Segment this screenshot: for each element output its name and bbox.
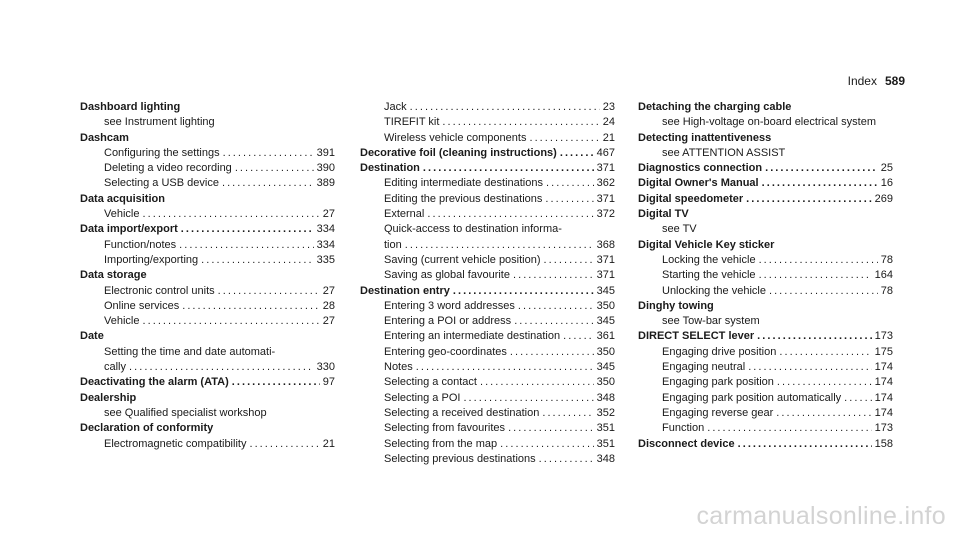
sub-entry-text: Notes (384, 361, 413, 374)
dot-leader (510, 345, 594, 360)
dot-leader (759, 268, 872, 283)
sub-entry-text: Selecting previous destinations (384, 452, 536, 465)
dot-leader (179, 238, 313, 253)
index-entry (80, 131, 335, 192)
sub-entry (360, 314, 615, 329)
index-entry (638, 329, 893, 436)
entry-term-text: Disconnect device (638, 437, 735, 450)
page-ref: 164 (874, 269, 893, 282)
sub-entry (360, 437, 615, 452)
sub-entry-text: Configuring the settings (104, 146, 220, 159)
page-ref: 371 (596, 269, 615, 282)
sub-entry-text: Function (662, 422, 705, 435)
dot-leader (442, 115, 599, 130)
sub-entry-text: Unlocking the vehicle (662, 284, 766, 297)
page-ref: 334 (316, 238, 335, 251)
sub-entry (638, 360, 893, 375)
page-ref: 351 (596, 422, 615, 435)
sub-entry (360, 131, 615, 146)
page-ref: 173 (874, 330, 893, 343)
index-entry (80, 100, 335, 131)
index-entry (638, 176, 893, 191)
sub-entry (360, 406, 615, 421)
entry-term (360, 284, 615, 299)
entry-term-text: Destination (360, 162, 420, 175)
sub-entry-text: Deleting a video recording (104, 162, 232, 175)
dot-leader (222, 176, 314, 191)
dot-leader (765, 161, 878, 176)
dot-leader (746, 192, 872, 207)
page-ref: 350 (596, 299, 615, 312)
entry-term (80, 222, 335, 237)
index-entry (638, 207, 893, 238)
sub-entry (80, 360, 335, 375)
dot-leader (181, 222, 314, 237)
sub-entry-text: Selecting from the map (384, 437, 498, 450)
entry-term-text: Digital Owner's Manual (638, 177, 759, 190)
dot-leader (416, 360, 594, 375)
page-ref: 345 (596, 315, 615, 328)
sub-entry-text: Entering a POI or address (384, 315, 512, 328)
sub-entry-text: Selecting a contact (384, 376, 477, 389)
page-ref: 28 (322, 299, 335, 312)
entry-term: Dashboard lighting (80, 101, 181, 113)
dot-leader (129, 360, 314, 375)
sub-entry (360, 253, 615, 268)
dot-leader (542, 406, 593, 421)
entry-term-text: Digital speedometer (638, 192, 744, 205)
sub-entry (360, 238, 615, 253)
sub-entry: see Tow-bar system (662, 315, 760, 328)
sub-entry (80, 284, 335, 299)
index-entry (638, 437, 893, 452)
dot-leader (453, 284, 594, 299)
page-ref: 174 (874, 361, 893, 374)
sub-entry (80, 161, 335, 176)
index-label: Index (847, 74, 877, 88)
sub-entry: see Qualified specialist workshop (104, 406, 267, 419)
dot-leader (410, 100, 600, 115)
dot-leader (769, 284, 878, 299)
dot-leader (201, 253, 313, 268)
dot-leader (748, 360, 871, 375)
page-ref: 391 (316, 146, 335, 159)
sub-entry-text: Selecting a received destination (384, 406, 540, 419)
sub-entry-text: Selecting from favourites (384, 422, 506, 435)
page-ref: 330 (316, 361, 335, 374)
page-ref: 27 (322, 315, 335, 328)
page-ref: 350 (596, 345, 615, 358)
page-ref: 158 (874, 437, 893, 450)
sub-entry-text: Vehicle (104, 208, 140, 221)
entry-term-text: Diagnostics connection (638, 162, 763, 175)
sub-entry (360, 329, 615, 344)
entry-term: Dinghy towing (638, 299, 714, 312)
dot-leader (480, 375, 594, 390)
dot-leader (463, 391, 593, 406)
page-ref: 173 (874, 422, 893, 435)
sub-entry-text: Electromagnetic compatibility (104, 437, 247, 450)
page-ref: 335 (316, 253, 335, 266)
sub-entry-text: Locking the vehicle (662, 253, 756, 266)
sub-entry (360, 100, 615, 115)
dot-leader (142, 207, 319, 222)
dot-leader (218, 284, 320, 299)
index-entry (638, 100, 893, 131)
index-entry (638, 299, 893, 330)
dot-leader (707, 421, 871, 436)
entry-term: Detaching the charging cable (638, 101, 792, 113)
sub-entry (80, 253, 335, 268)
entry-term (638, 192, 893, 207)
index-column-2 (360, 100, 615, 467)
entry-term-text: Decorative foil (cleaning instructions) (360, 146, 557, 159)
sub-entry-text: Jack (384, 101, 407, 113)
dot-leader (759, 253, 878, 268)
entry-term (360, 161, 615, 176)
sub-entry-text: Engaging reverse gear (662, 406, 774, 419)
sub-entry (80, 299, 335, 314)
entry-term: Digital TV (638, 208, 689, 221)
dot-leader (545, 192, 593, 207)
sub-entry: Quick-access to destination informa- (384, 223, 562, 236)
index-entry (80, 391, 335, 422)
entry-term-text: Destination entry (360, 284, 450, 297)
page-ref: 16 (880, 177, 893, 190)
dot-leader (423, 161, 594, 176)
page-ref: 371 (596, 162, 615, 175)
page-ref: 368 (596, 238, 615, 251)
dot-leader (405, 238, 594, 253)
page-ref: 350 (596, 376, 615, 389)
page-ref: 390 (316, 162, 335, 175)
page-ref: 174 (874, 376, 893, 389)
sub-entry-text: Engaging neutral (662, 361, 746, 374)
sub-entry (360, 115, 615, 130)
index-entry (80, 375, 335, 390)
index-entry (638, 238, 893, 299)
page-ref: 24 (602, 116, 615, 129)
page-ref: 467 (596, 146, 615, 159)
index-column-1 (80, 100, 335, 452)
dot-leader (529, 131, 599, 146)
entry-term: Data storage (80, 269, 147, 282)
sub-entry (360, 299, 615, 314)
index-entry (360, 146, 615, 161)
sub-entry-text: Entering an intermediate destination (384, 330, 561, 343)
sub-entry (638, 391, 893, 406)
dot-leader (776, 406, 871, 421)
sub-entry-text: Starting the vehicle (662, 269, 756, 282)
dot-leader (518, 299, 594, 314)
entry-term: Dashcam (80, 131, 129, 144)
page-ref: 362 (596, 177, 615, 190)
sub-entry (638, 268, 893, 283)
sub-entry (80, 176, 335, 191)
page-ref: 78 (880, 284, 893, 297)
sub-entry-text: Editing intermediate destinations (384, 177, 543, 190)
dot-leader (779, 345, 871, 360)
sub-entry: see Instrument lighting (104, 116, 215, 129)
index-entry (638, 192, 893, 207)
sub-entry-text: Wireless vehicle components (384, 131, 527, 144)
dot-leader (539, 452, 594, 467)
index-entry (80, 268, 335, 329)
sub-entry-text: Engaging park position automatically (662, 391, 842, 404)
sub-entry (80, 207, 335, 222)
page-ref: 97 (322, 376, 335, 389)
page-ref: 348 (596, 452, 615, 465)
sub-entry-text: Selecting a POI (384, 391, 461, 404)
dot-leader (249, 437, 319, 452)
index-entry (80, 192, 335, 223)
index-entry (360, 161, 615, 283)
entry-term: Dealership (80, 391, 137, 404)
page-ref: 175 (874, 345, 893, 358)
entry-term (638, 329, 893, 344)
dot-leader (427, 207, 593, 222)
page-ref: 23 (602, 101, 615, 113)
index-entry (638, 161, 893, 176)
page-ref: 345 (596, 361, 615, 374)
watermark: carmanualsonline.info (696, 502, 946, 530)
page-ref: 348 (596, 391, 615, 404)
sub-entry (360, 176, 615, 191)
sub-entry-text: Entering 3 word addresses (384, 299, 515, 312)
page-ref: 371 (596, 192, 615, 205)
sub-entry-text: Editing the previous destinations (384, 192, 543, 205)
sub-entry-text: Function/notes (104, 238, 177, 251)
sub-entry-text: Engaging drive position (662, 345, 777, 358)
page-ref: 269 (874, 192, 893, 205)
dot-leader (560, 146, 594, 161)
sub-entry-text: Engaging park position (662, 376, 774, 389)
page-ref: 352 (596, 406, 615, 419)
sub-entry-text: Saving as global favourite (384, 269, 510, 282)
dot-leader (546, 176, 594, 191)
dot-leader (563, 329, 594, 344)
page-ref: 334 (316, 223, 335, 236)
page-ref: 27 (322, 284, 335, 297)
sub-entry-text: Saving (current vehicle position) (384, 253, 541, 266)
sub-entry-text: Electronic control units (104, 284, 215, 297)
sub-entry-text: tion (384, 238, 402, 251)
index-entry (360, 100, 615, 146)
page-ref: 345 (596, 284, 615, 297)
dot-leader (544, 253, 594, 268)
sub-entry (360, 345, 615, 360)
index-entry (80, 222, 335, 268)
page-ref: 371 (596, 253, 615, 266)
page-header (848, 74, 905, 88)
index-entry (80, 421, 335, 452)
index-column-3 (638, 100, 893, 452)
entry-term-text: Data import/export (80, 223, 178, 236)
dot-leader (235, 161, 314, 176)
sub-entry (638, 345, 893, 360)
dot-leader (232, 375, 320, 390)
dot-leader (500, 437, 594, 452)
page-ref: 389 (316, 177, 335, 190)
entry-term: Digital Vehicle Key sticker (638, 238, 775, 251)
sub-entry-text: Vehicle (104, 315, 140, 328)
sub-entry (638, 284, 893, 299)
index-entry (80, 329, 335, 375)
dot-leader (142, 314, 319, 329)
sub-entry: see High-voltage on-board electrical system (662, 116, 876, 129)
sub-entry (638, 421, 893, 436)
sub-entry-text: Entering geo-coordinates (384, 345, 507, 358)
entry-term: Data acquisition (80, 192, 165, 205)
sub-entry (360, 360, 615, 375)
entry-term (638, 437, 893, 452)
sub-entry: Setting the time and date automati- (104, 345, 276, 358)
dot-leader (182, 299, 320, 314)
sub-entry-text: Selecting a USB device (104, 177, 219, 190)
page-number: 589 (884, 74, 905, 88)
sub-entry-text: TIREFIT kit (384, 116, 440, 129)
entry-term (360, 146, 615, 161)
sub-entry (80, 314, 335, 329)
entry-term-text: Deactivating the alarm (ATA) (80, 376, 229, 389)
sub-entry (360, 375, 615, 390)
sub-entry (360, 391, 615, 406)
page-ref: 21 (322, 437, 335, 450)
sub-entry (638, 253, 893, 268)
sub-entry (80, 146, 335, 161)
sub-entry (360, 421, 615, 436)
entry-term (80, 375, 335, 390)
sub-entry: see TV (662, 223, 697, 236)
dot-leader (777, 375, 872, 390)
entry-term: Declaration of conformity (80, 422, 214, 435)
sub-entry (638, 375, 893, 390)
sub-entry-text: cally (104, 361, 127, 374)
index-entry (638, 131, 893, 162)
sub-entry: see ATTENTION ASSIST (662, 146, 786, 159)
sub-entry-text: Online services (104, 299, 180, 312)
sub-entry (80, 238, 335, 253)
dot-leader (844, 391, 871, 406)
entry-term (638, 176, 893, 191)
sub-entry (360, 192, 615, 207)
dot-leader (513, 268, 594, 283)
page-ref: 361 (596, 330, 615, 343)
sub-entry (360, 452, 615, 467)
dot-leader (514, 314, 593, 329)
sub-entry (360, 268, 615, 283)
sub-entry (638, 406, 893, 421)
page-ref: 78 (880, 253, 893, 266)
sub-entry-text: Importing/exporting (104, 253, 199, 266)
dot-leader (738, 437, 872, 452)
entry-term: Detecting inattentiveness (638, 131, 772, 144)
page-ref: 174 (874, 391, 893, 404)
entry-term (638, 161, 893, 176)
dot-leader (223, 146, 314, 161)
sub-entry (80, 437, 335, 452)
dot-leader (762, 176, 878, 191)
page-ref: 25 (880, 162, 893, 175)
page-ref: 27 (322, 208, 335, 221)
dot-leader (757, 329, 872, 344)
index-entry (360, 284, 615, 468)
entry-term: Date (80, 330, 104, 343)
page-ref: 372 (596, 208, 615, 221)
page-ref: 21 (602, 131, 615, 144)
page-ref: 351 (596, 437, 615, 450)
entry-term-text: DIRECT SELECT lever (638, 330, 755, 343)
sub-entry-text: External (384, 208, 425, 221)
sub-entry (360, 207, 615, 222)
dot-leader (508, 421, 594, 436)
page-ref: 174 (874, 406, 893, 419)
